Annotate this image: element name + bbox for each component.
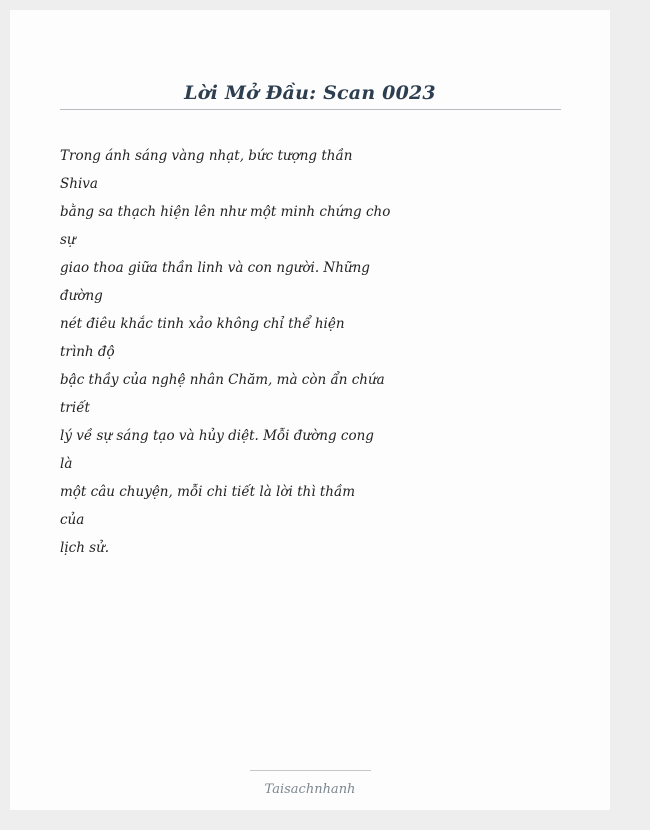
body-line: là (60, 456, 73, 472)
body-line: triết (60, 400, 90, 416)
body-line: bằng sa thạch hiện lên như một minh chứng cho (60, 204, 391, 220)
body-line: lịch sử. (60, 540, 110, 556)
body-line: Shiva (60, 176, 98, 192)
body-line: lý về sự sáng tạo và hủy diệt. Mỗi đường cong (60, 428, 374, 444)
body-line: một câu chuyện, mỗi chi tiết là lời thì thầm (60, 484, 356, 500)
footer-text: Taisachnhanh (264, 782, 356, 797)
body-text (60, 142, 391, 562)
body-line: đường (60, 288, 103, 304)
body-line: nét điêu khắc tinh xảo không chỉ thể hiện (60, 316, 345, 332)
footer-divider (250, 770, 371, 771)
title-divider (60, 109, 561, 110)
body-line: trình độ (60, 344, 115, 360)
body-line: giao thoa giữa thần linh và con người. Những (60, 260, 370, 276)
page-title: Lời Mở Đầu: Scan 0023 (184, 82, 436, 104)
body-line: của (60, 512, 85, 528)
body-line: bậc thầy của nghệ nhân Chăm, mà còn ẩn chứa (60, 372, 385, 388)
document-page (10, 10, 610, 810)
body-line: sự (60, 232, 76, 248)
body-line: Trong ánh sáng vàng nhạt, bức tượng thần (60, 148, 353, 164)
